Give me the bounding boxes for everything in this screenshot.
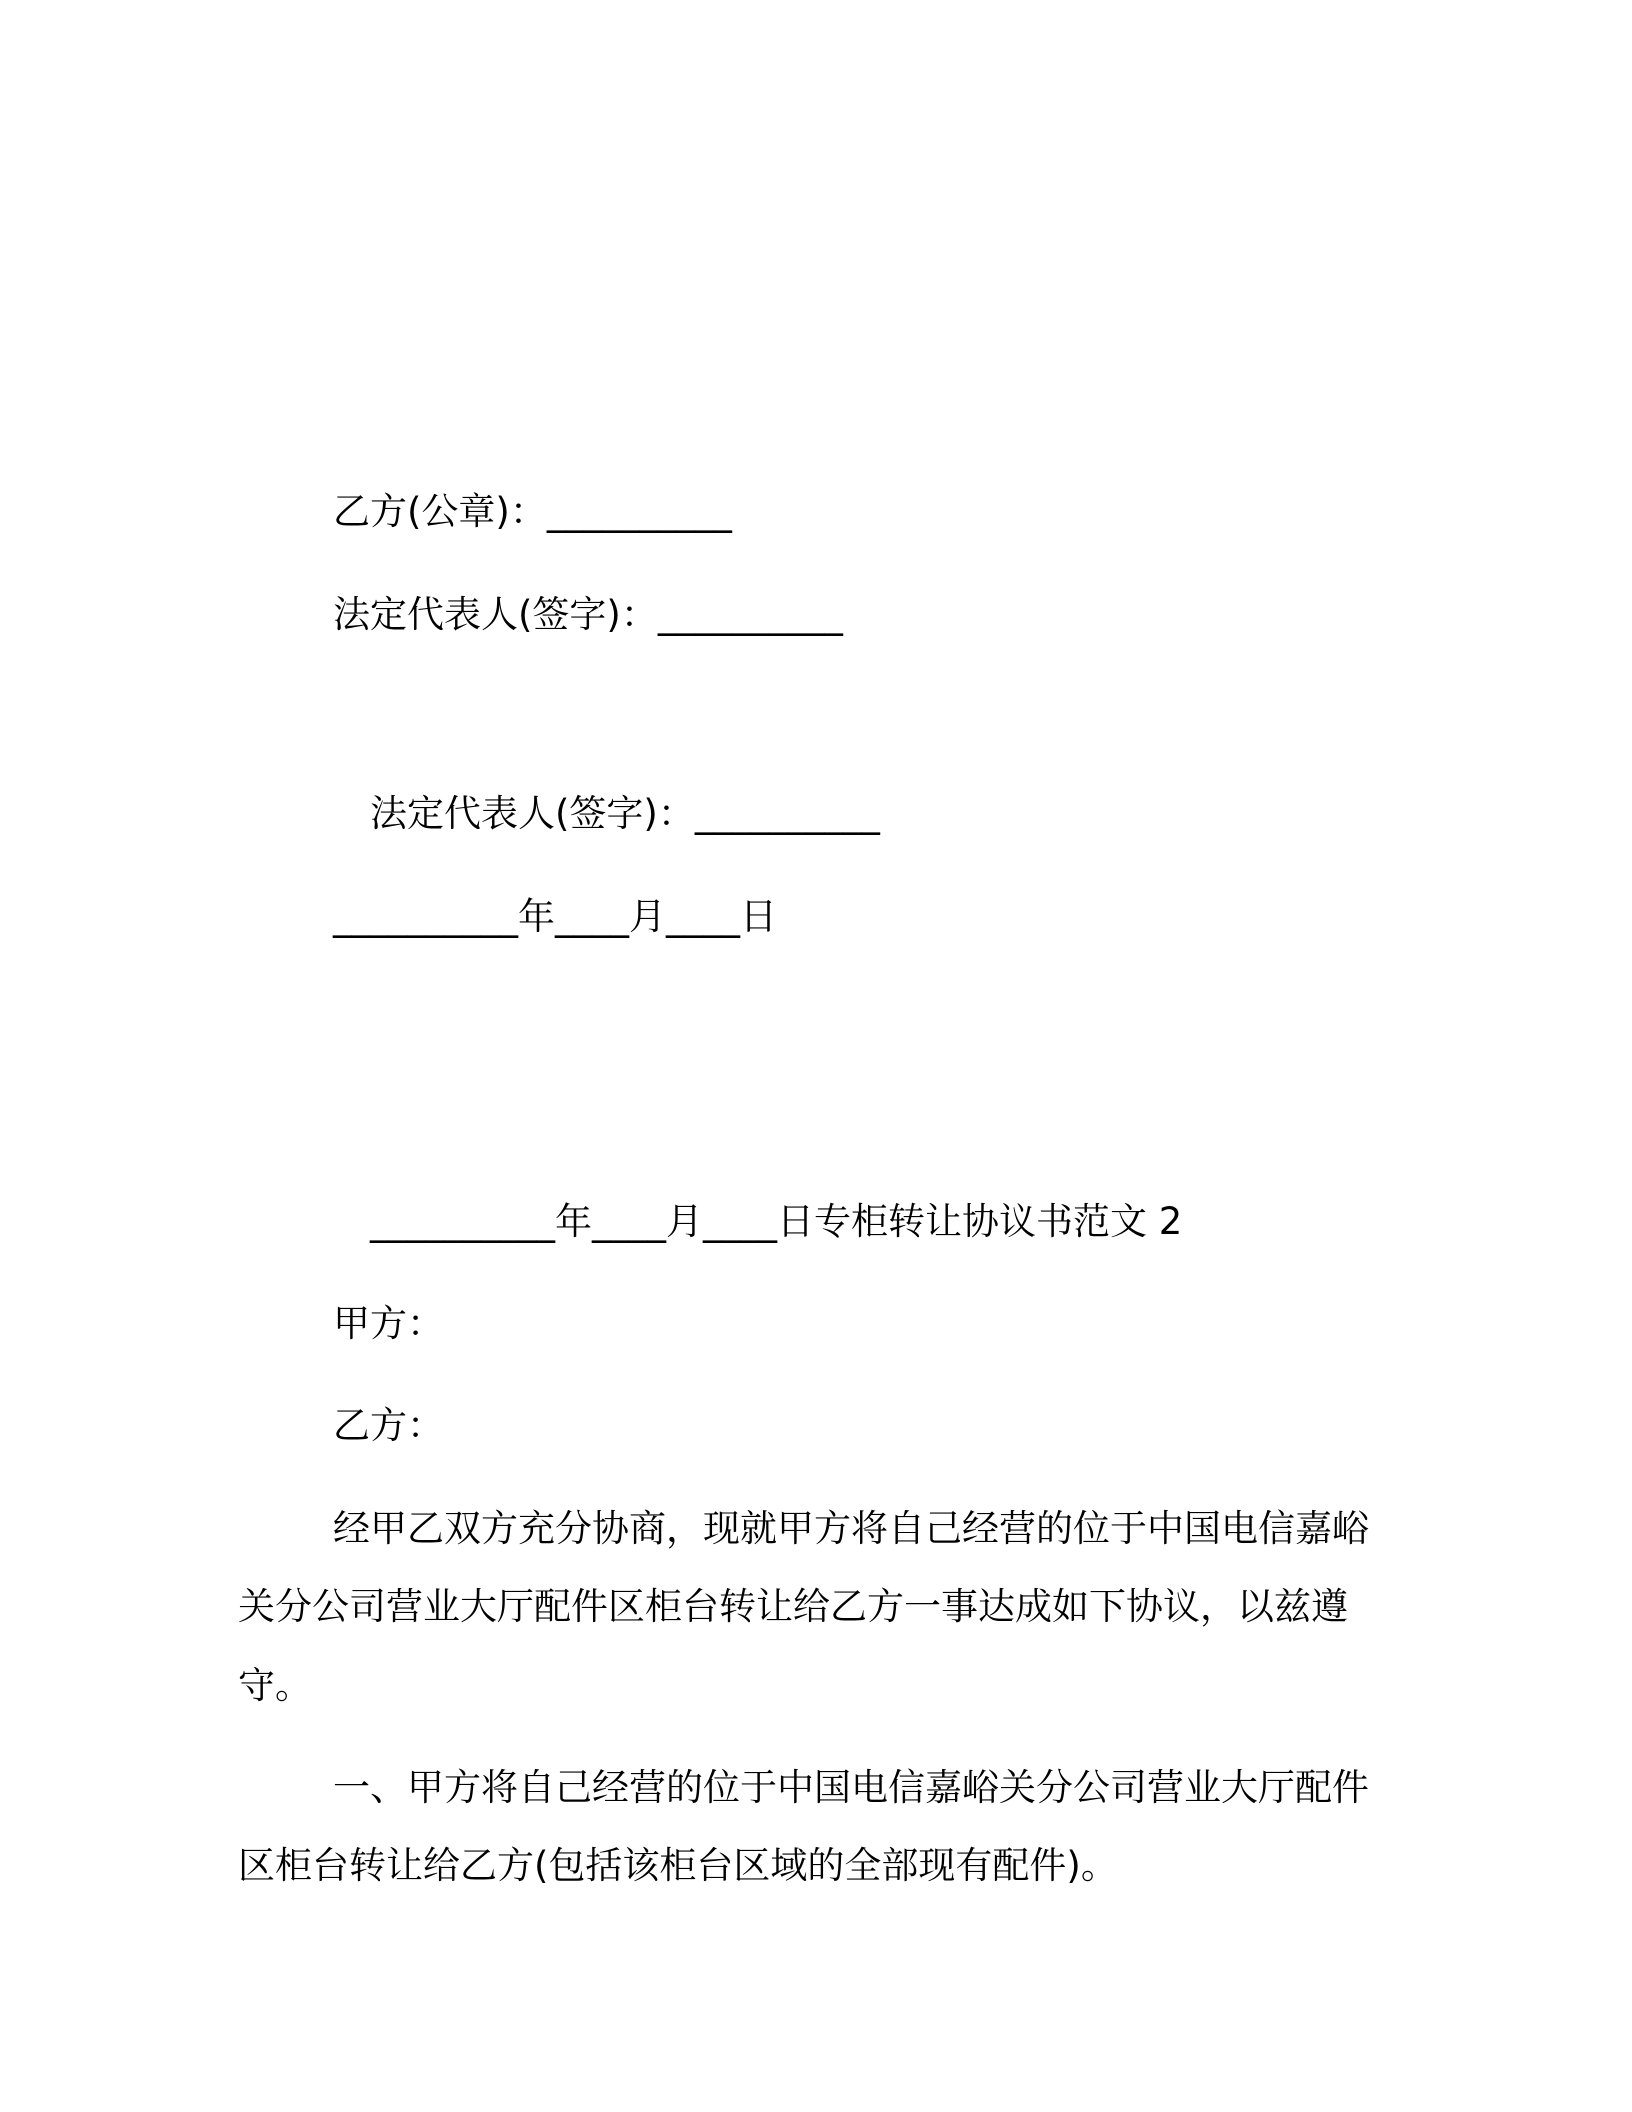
- intro-paragraph-line-1: 经甲乙双方充分协商，现就甲方将自己经营的位于中国电信嘉峪: [333, 1507, 1369, 1550]
- intro-paragraph-line-3: 守。: [238, 1664, 312, 1707]
- intro-paragraph-line-2: 关分公司营业大厅配件区柜台转让给乙方一事达成如下协议，以兹遵: [238, 1585, 1348, 1628]
- legal-representative-line-1: 法定代表人(签字)：__________: [333, 593, 843, 636]
- party-b-label: 乙方：: [333, 1404, 444, 1447]
- agreement-title: __________年____月____日专柜转让协议书范文 2: [370, 1200, 1183, 1243]
- clause-1-line-2: 区柜台转让给乙方(包括该柜台区域的全部现有配件)。: [238, 1844, 1118, 1887]
- signature-date-line: __________年____月____日: [333, 895, 777, 938]
- party-a-label: 甲方：: [333, 1302, 444, 1345]
- legal-representative-line-2: 法定代表人(签字)：__________: [370, 792, 880, 835]
- clause-1-line-1: 一、甲方将自己经营的位于中国电信嘉峪关分公司营业大厅配件: [333, 1766, 1369, 1809]
- party-b-seal-line: 乙方(公章)：__________: [333, 490, 732, 533]
